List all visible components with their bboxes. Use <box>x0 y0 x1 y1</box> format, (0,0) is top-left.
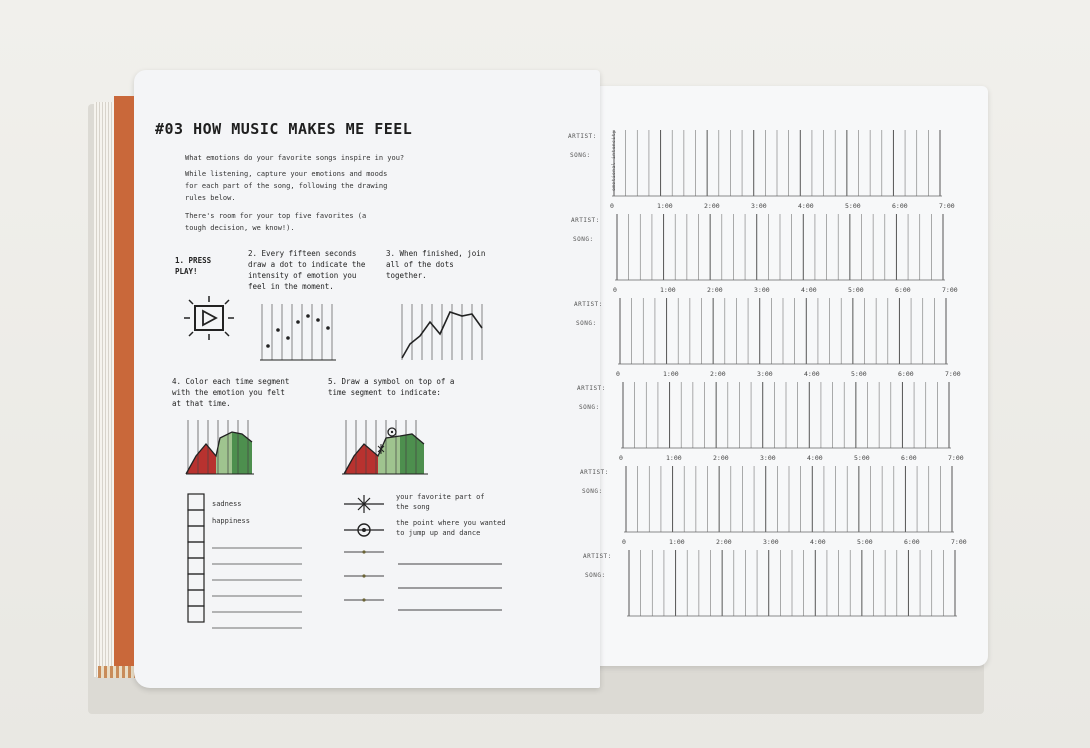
time-tick-label: 4:00 <box>801 286 817 294</box>
legend-jump-up: the point where you wanted to jump up and dance <box>396 519 506 537</box>
time-tick-label: 2:00 <box>704 202 720 210</box>
time-tick-label: 7:00 <box>948 454 964 462</box>
time-tick-label: 6:00 <box>904 538 920 546</box>
song-label: SONG: <box>576 320 597 327</box>
time-tick-label: 1:00 <box>657 202 673 210</box>
dots-example-chart <box>260 304 340 362</box>
time-tick-label: 3:00 <box>757 370 773 378</box>
axis-label: emotional intensity <box>611 130 617 191</box>
time-tick-label: 1:00 <box>660 286 676 294</box>
song-label: SONG: <box>582 488 603 495</box>
legend-sadness: sadness <box>212 500 242 508</box>
time-tick-label: 7:00 <box>945 370 961 378</box>
time-tick-label: 4:00 <box>807 454 823 462</box>
song-label: SONG: <box>579 404 600 411</box>
song-emotion-chart[interactable] <box>615 214 949 282</box>
time-tick-label: 2:00 <box>710 370 726 378</box>
symbol-example-chart <box>342 420 432 478</box>
time-tick-label: 1:00 <box>666 454 682 462</box>
legend-favorite-part: your favorite part of the song <box>396 493 485 511</box>
intro-instructions: While listening, capture your emotions and moods for each part of the song, following the drawing rules below. <box>185 170 388 202</box>
song-emotion-chart[interactable] <box>612 130 946 198</box>
song-emotion-chart[interactable] <box>618 298 952 366</box>
time-tick-label: 3:00 <box>760 454 776 462</box>
time-tick-label: 5:00 <box>854 454 870 462</box>
time-tick-label: 5:00 <box>857 538 873 546</box>
time-tick-label: 2:00 <box>713 454 729 462</box>
time-tick-label: 5:00 <box>848 286 864 294</box>
time-tick-label: 2:00 <box>716 538 732 546</box>
artist-label: ARTIST: <box>580 469 609 476</box>
step-2-label: 2. Every fifteen seconds draw a dot to indicate the intensity of emotion you feel in the moment. <box>248 249 366 291</box>
time-tick-label: 1:00 <box>663 370 679 378</box>
artist-label: ARTIST: <box>568 133 597 140</box>
time-tick-label: 3:00 <box>763 538 779 546</box>
time-tick-label: 0 <box>622 538 626 546</box>
song-label: SONG: <box>573 236 594 243</box>
step-1-label: 1. PRESS PLAY! <box>175 256 212 276</box>
orange-spine-stripe <box>114 96 134 666</box>
time-tick-label: 3:00 <box>751 202 767 210</box>
step-5-label: 5. Draw a symbol on top of a time segment to indicate: <box>328 377 455 397</box>
time-tick-label: 4:00 <box>798 202 814 210</box>
step-4-label: 4. Color each time segment with the emotion you felt at that time. <box>172 377 290 408</box>
artist-label: ARTIST: <box>574 301 603 308</box>
artist-label: ARTIST: <box>571 217 600 224</box>
time-tick-label: 0 <box>616 370 620 378</box>
play-button-icon <box>182 294 237 344</box>
time-tick-label: 6:00 <box>898 370 914 378</box>
color-legend-boxes <box>186 492 306 632</box>
song-label: SONG: <box>570 152 591 159</box>
time-tick-label: 0 <box>619 454 623 462</box>
time-tick-label: 6:00 <box>895 286 911 294</box>
time-tick-label: 5:00 <box>845 202 861 210</box>
page-title: #03 HOW MUSIC MAKES ME FEEL <box>155 120 413 138</box>
line-example-chart <box>400 304 488 362</box>
artist-label: ARTIST: <box>583 553 612 560</box>
time-tick-label: 4:00 <box>810 538 826 546</box>
time-tick-label: 4:00 <box>804 370 820 378</box>
time-tick-label: 5:00 <box>851 370 867 378</box>
song-label: SONG: <box>585 572 606 579</box>
time-tick-label: 0 <box>610 202 614 210</box>
time-tick-label: 0 <box>613 286 617 294</box>
time-tick-label: 7:00 <box>939 202 955 210</box>
song-emotion-chart[interactable] <box>621 382 955 450</box>
intro-favorites: There's room for your top five favorites (a tough decision, we know!). <box>185 212 367 232</box>
time-tick-label: 2:00 <box>707 286 723 294</box>
artist-label: ARTIST: <box>577 385 606 392</box>
step-3-label: 3. When finished, join all of the dots together. <box>386 249 486 280</box>
legend-happiness: happiness <box>212 517 250 525</box>
song-emotion-chart[interactable] <box>624 466 958 534</box>
time-tick-label: 7:00 <box>942 286 958 294</box>
time-tick-label: 6:00 <box>892 202 908 210</box>
colored-segments-example <box>186 420 256 478</box>
intro-question: What emotions do your favorite songs inspire in you? <box>185 154 405 162</box>
time-tick-label: 3:00 <box>754 286 770 294</box>
time-tick-label: 6:00 <box>901 454 917 462</box>
song-emotion-chart[interactable] <box>627 550 961 618</box>
time-tick-label: 1:00 <box>669 538 685 546</box>
cover-pattern <box>98 666 138 678</box>
time-tick-label: 7:00 <box>951 538 967 546</box>
